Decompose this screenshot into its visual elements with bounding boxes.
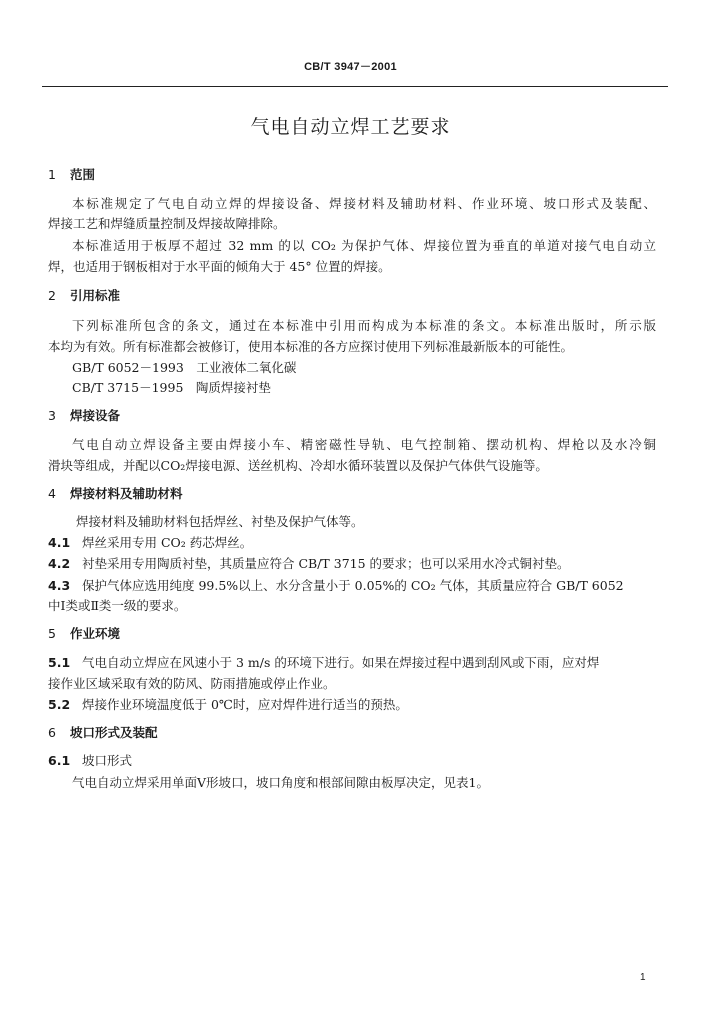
document-title: 气电自动立焊工艺要求 <box>250 116 451 138</box>
clause-5-2 <box>48 697 408 713</box>
clause-number: 5.2 <box>48 697 71 712</box>
clause-number: 4.2 <box>48 556 71 571</box>
section-2-heading <box>48 288 120 304</box>
clause-5-1 <box>48 655 599 671</box>
paragraph-line: 中Ⅰ类或Ⅱ类一级的要求。 <box>48 598 187 613</box>
clause-number: 4.1 <box>48 535 71 550</box>
standard-code-header: CB/T 3947－2001 <box>304 61 397 73</box>
clause-text: 衬垫采用专用陶质衬垫，其质量应符合 CB/T 3715 的要求；也可以采用水冷式铜衬垫。 <box>82 556 570 571</box>
section-number: 4 <box>48 486 56 501</box>
section-4-heading <box>48 486 183 502</box>
section-number: 5 <box>48 626 56 641</box>
page-number: 1 <box>640 972 646 983</box>
section-title: 范围 <box>70 167 96 182</box>
section-number: 6 <box>48 725 56 740</box>
clause-4-3 <box>48 578 624 594</box>
section-title: 焊接设备 <box>70 408 121 423</box>
section-title: 坡口形式及装配 <box>70 725 158 740</box>
paragraph-line: 本标准适用于板厚不超过 32 mm 的以 CO₂ 为保护气体、焊接位置为垂直的单道对接气电自动立 <box>72 238 656 253</box>
section-title: 作业环境 <box>70 626 121 641</box>
section-title: 焊接材料及辅助材料 <box>70 486 183 501</box>
paragraph-line: 本标准规定了气电自动立焊的焊接设备、焊接材料及辅助材料、作业环境、坡口形式及装配、 <box>72 196 656 211</box>
section-number: 3 <box>48 408 56 423</box>
section-number: 1 <box>48 167 56 182</box>
clause-text: 焊丝采用专用 CO₂ 药芯焊丝。 <box>82 535 253 550</box>
header-rule <box>42 86 668 87</box>
paragraph-line: 本均为有效。所有标准都会被修订，使用本标准的各方应探讨使用下列标准最新版本的可能性。 <box>48 339 574 354</box>
section-title: 引用标准 <box>70 288 121 303</box>
section-number: 2 <box>48 288 56 303</box>
clause-text: 保护气体应选用纯度 99.5%以上、水分含量小于 0.05%的 CO₂ 气体，其质量应符合 GB/T 6052 <box>82 578 624 593</box>
section-1-heading <box>48 167 95 183</box>
clause-text: 焊接作业环境温度低于 0℃时，应对焊件进行适当的预热。 <box>82 697 408 712</box>
reference-item: GB/T 6052－1993 工业液体二氧化碳 <box>72 360 297 375</box>
paragraph-line: 气电自动立焊设备主要由焊接小车、精密磁性导轨、电气控制箱、摆动机构、焊枪以及水冷铜 <box>72 437 656 452</box>
paragraph-line: 焊，也适用于钢板相对于水平面的倾角大于 45° 位置的焊接。 <box>48 259 391 274</box>
clause-number: 4.3 <box>48 578 71 593</box>
paragraph-line: 滑块等组成，并配以CO₂焊接电源、送丝机构、冷却水循环装置以及保护气体供气设施等。 <box>48 458 548 473</box>
clause-text: 坡口形式 <box>82 753 133 768</box>
clause-number: 5.1 <box>48 655 71 670</box>
section-6-heading <box>48 725 158 741</box>
section-3-heading <box>48 408 120 424</box>
clause-6-1 <box>48 753 132 769</box>
reference-item: CB/T 3715－1995 陶质焊接衬垫 <box>72 380 271 395</box>
paragraph-line: 气电自动立焊采用单面V形坡口，坡口角度和根部间隙由板厚决定，见表1。 <box>72 775 489 790</box>
section-5-heading <box>48 626 120 642</box>
clause-text: 气电自动立焊应在风速小于 3 m/s 的环境下进行。如果在焊接过程中遇到刮风或下雨，应对焊 <box>82 655 600 670</box>
clause-4-2 <box>48 556 570 572</box>
paragraph-line: 下列标准所包含的条文，通过在本标准中引用而构成为本标准的条文。本标准出版时，所示版 <box>72 318 656 333</box>
paragraph-line: 焊接工艺和焊缝质量控制及焊接故障排除。 <box>48 216 286 231</box>
clause-4-1 <box>48 535 252 551</box>
paragraph-line: 焊接材料及辅助材料包括焊丝、衬垫及保护气体等。 <box>76 514 364 529</box>
clause-number: 6.1 <box>48 753 71 768</box>
paragraph-line: 接作业区域采取有效的防风、防雨措施或停止作业。 <box>48 676 336 691</box>
